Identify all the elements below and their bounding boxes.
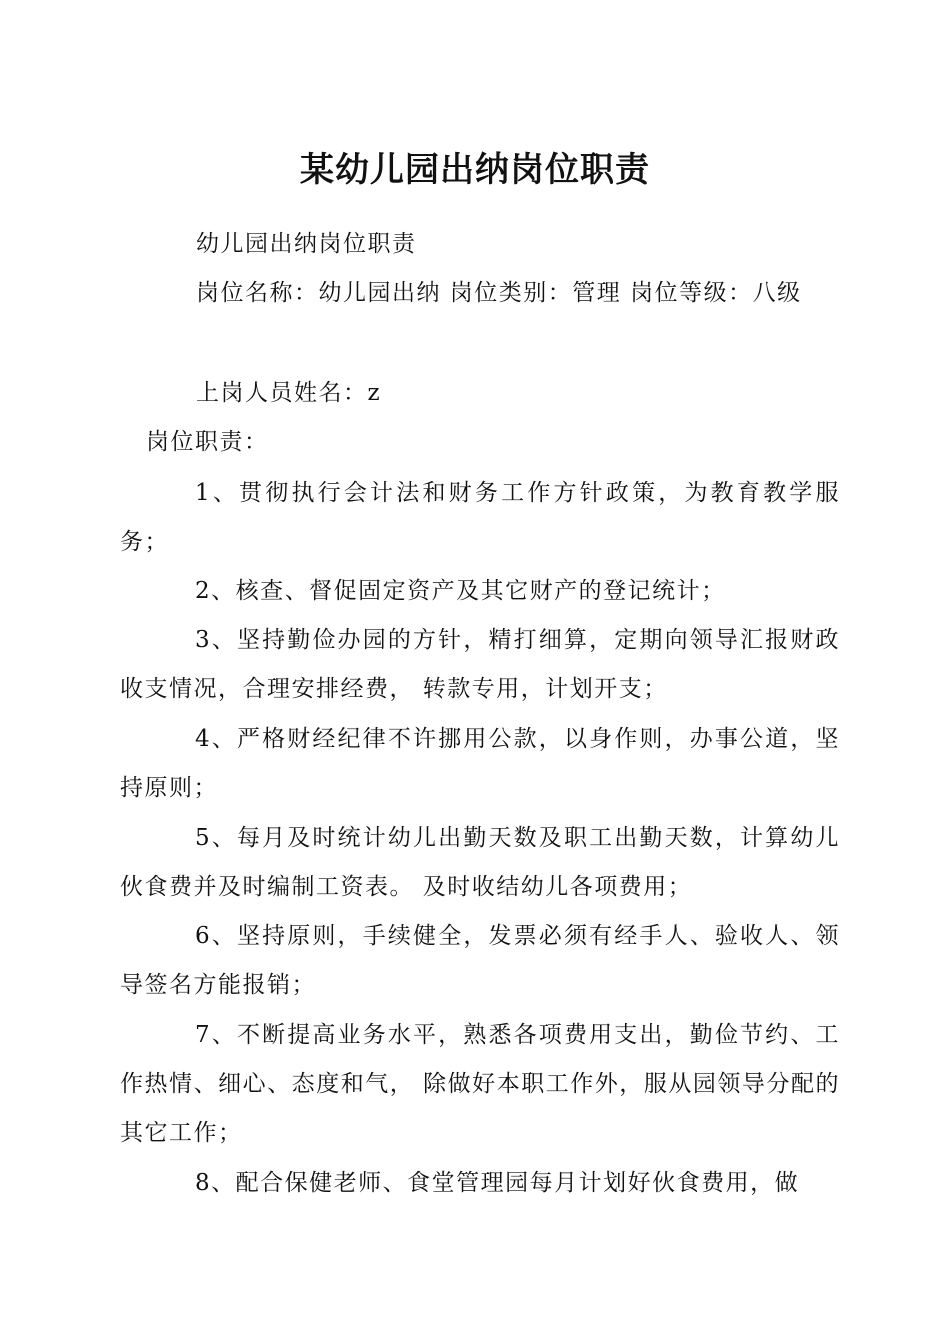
document-title: 某幼儿园出纳岗位职责 bbox=[300, 150, 650, 190]
duty-item-5: 5、每月及时统计幼儿出勤天数及职工出勤天数，计算幼儿伙食费并及时编制工资表。 及时收结幼儿各项费用； bbox=[120, 825, 840, 900]
duty-item-6: 6、坚持原则，手续健全，发票必须有经手人、验收人、领导签名方能报销； bbox=[120, 923, 840, 998]
duty-item-8: 8、配合保健老师、食堂管理园每月计划好伙食费用，做 bbox=[195, 1170, 800, 1196]
duty-item-7: 7、不断提高业务水平，熟悉各项费用支出，勤俭节约、工作热情、细心、态度和气， 除做好本职工作外，服从园领导分配的其它工作； bbox=[120, 1022, 840, 1146]
duty-item-4: 4、严格财经纪律不许挪用公款，以身作则，办事公道，坚持原则； bbox=[120, 726, 840, 801]
post-info-line: 岗位名称：幼儿园出纳 岗位类别：管理 岗位等级：八级 bbox=[196, 280, 802, 306]
staff-name-line: 上岗人员姓名：z bbox=[196, 380, 382, 406]
document-subtitle: 幼儿园出纳岗位职责 bbox=[196, 231, 417, 257]
duty-item-2: 2、核查、督促固定资产及其它财产的登记统计； bbox=[195, 578, 726, 604]
duty-item-3: 3、坚持勤俭办园的方针，精打细算，定期向领导汇报财政收支情况，合理安排经费， 转款专用，计划开支； bbox=[120, 627, 840, 702]
duties-heading: 岗位职责： bbox=[146, 429, 269, 455]
duty-item-1: 1、贯彻执行会计法和财务工作方针政策，为教育教学服务； bbox=[120, 480, 840, 555]
